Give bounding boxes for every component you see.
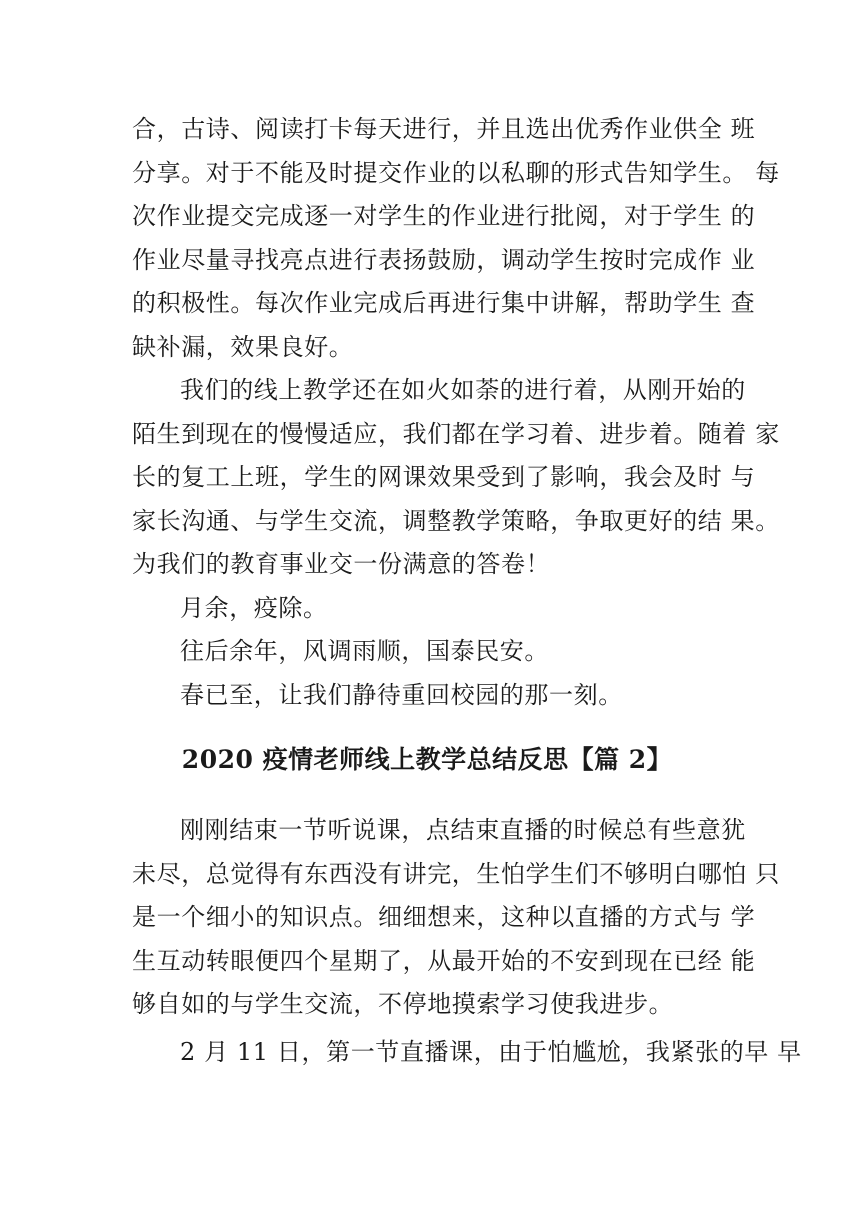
text-line: 往后余年，风调雨顺，国泰民安。 <box>180 637 549 665</box>
text-line: 分享。对于不能及时提交作业的以私聊的形式告知学生。 每 <box>132 158 780 187</box>
paragraph <box>132 587 732 631</box>
text-line: 陌生到现在的慢慢适应，我们都在学习着、进步着。随着 家 <box>132 419 780 448</box>
text-line: 生互动转眼便四个星期了，从最开始的不安到现在已经 能 <box>132 946 756 975</box>
text-line: 刚刚结束一节听说课，点结束直播的时候总有些意犹 <box>180 816 746 844</box>
text-line: 够自如的与学生交流，不停地摸索学习使我进步。 <box>132 990 674 1018</box>
text-line: 我们的线上教学还在如火如荼的进行着，从刚开始的 <box>180 376 746 404</box>
text-line: 为我们的教育事业交一份满意的答卷！ <box>132 550 551 578</box>
text-line: 2 月 11 日，第一节直播课，由于怕尴尬，我紧张的早 早 <box>180 1037 802 1066</box>
text-line: 缺补漏，效果良好。 <box>132 332 354 361</box>
paragraph <box>132 108 780 369</box>
section-heading: 2020 疫情老师线上教学总结反思【篇 2】 <box>181 745 673 774</box>
paragraph <box>132 674 732 718</box>
text-line: 合，古诗、阅读打卡每天进行，并且选出优秀作业供全 班 <box>132 115 756 143</box>
text-line: 长的复工上班，学生的网课效果受到了影响，我会及时 与 <box>132 463 756 491</box>
text-line: 作业尽量寻找亮点进行表扬鼓励，调动学生按时完成作 业 <box>132 245 756 274</box>
text-line: 是一个细小的知识点。细细想来，这种以直播的方式与 学 <box>132 903 756 931</box>
text-line: 的积极性。每次作业完成后再进行集中讲解，帮助学生 查 <box>132 289 756 317</box>
text-line: 月余，疫除。 <box>180 593 328 622</box>
text-line: 未尽，总觉得有东西没有讲完，生怕学生们不够明白哪怕 只 <box>132 859 780 888</box>
paragraph <box>132 1031 802 1075</box>
paragraph <box>132 809 780 1027</box>
text-line: 家长沟通、与学生交流，调整教学策略，争取更好的结 果。 <box>132 506 780 535</box>
paragraph <box>132 630 732 674</box>
text-line: 次作业提交完成逐一对学生的作业进行批阅，对于学生 的 <box>132 202 756 230</box>
text-line: 春已至，让我们静待重回校园的那一刻。 <box>180 680 623 709</box>
paragraph <box>132 369 780 587</box>
document-body <box>132 108 802 1074</box>
